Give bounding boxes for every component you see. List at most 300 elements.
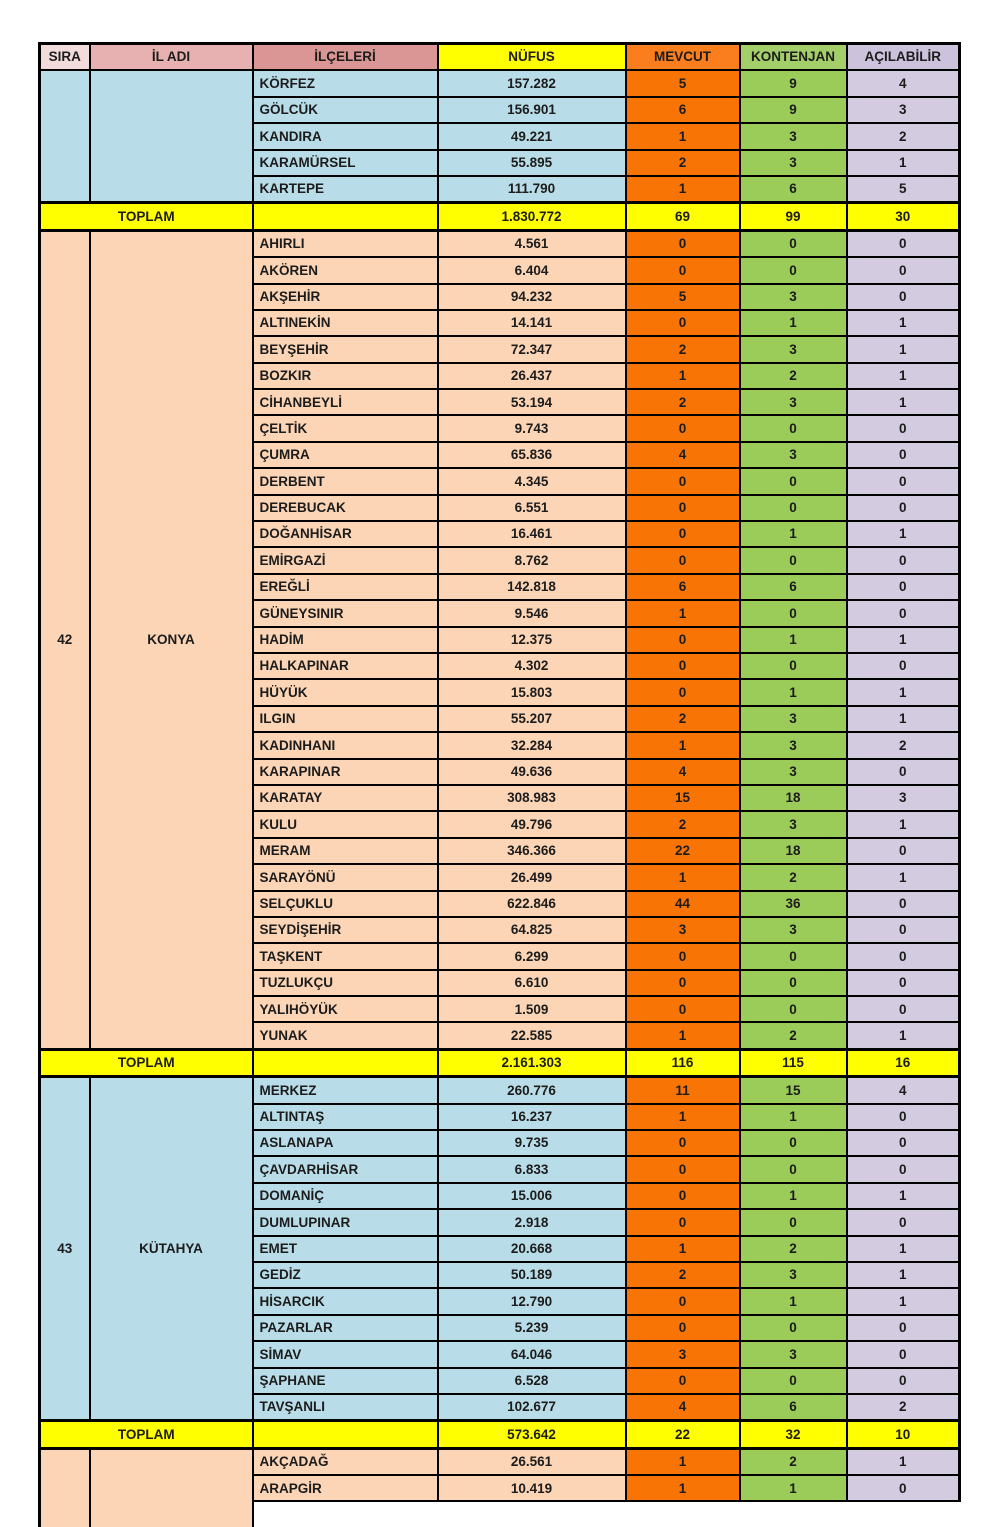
acilabilir-cell: 1	[847, 1022, 960, 1049]
mevcut-cell: 4	[626, 1394, 740, 1421]
mevcut-cell: 5	[626, 284, 740, 310]
district-cell: ÇELTİK	[253, 415, 438, 441]
district-cell: HÜYÜK	[253, 679, 438, 705]
nufus-cell: 6.299	[438, 943, 626, 969]
nufus-cell: 5.239	[438, 1315, 626, 1341]
nufus-cell: 622.846	[438, 891, 626, 917]
toplam-mevcut-cell: 69	[626, 203, 740, 230]
district-cell: CİHANBEYLİ	[253, 389, 438, 415]
nufus-cell: 55.207	[438, 706, 626, 732]
nufus-cell: 308.983	[438, 785, 626, 811]
nufus-cell: 49.636	[438, 759, 626, 785]
mevcut-cell: 0	[626, 1156, 740, 1182]
nufus-cell: 14.141	[438, 310, 626, 336]
district-cell: AKÖREN	[253, 257, 438, 283]
mevcut-cell: 2	[626, 389, 740, 415]
district-cell: AKŞEHİR	[253, 284, 438, 310]
acilabilir-cell: 0	[847, 996, 960, 1022]
kontenjan-cell: 9	[740, 97, 847, 123]
kontenjan-cell: 1	[740, 627, 847, 653]
acilabilir-cell: 1	[847, 864, 960, 890]
acilabilir-cell: 0	[847, 495, 960, 521]
header-acilabilir: AÇILABİLİR	[847, 44, 960, 71]
kontenjan-cell: 1	[740, 521, 847, 547]
mevcut-cell: 4	[626, 759, 740, 785]
cut-ghost-cell	[847, 1501, 960, 1526]
district-cell: SELÇUKLU	[253, 891, 438, 917]
nufus-cell: 8.762	[438, 547, 626, 573]
acilabilir-cell: 2	[847, 732, 960, 758]
mevcut-cell: 0	[626, 521, 740, 547]
kontenjan-cell: 2	[740, 1022, 847, 1049]
kontenjan-cell: 2	[740, 363, 847, 389]
mevcut-cell: 1	[626, 1104, 740, 1130]
nufus-cell: 9.735	[438, 1130, 626, 1156]
kontenjan-cell: 6	[740, 1394, 847, 1421]
table-row	[40, 230, 960, 257]
district-cell: DUMLUPINAR	[253, 1209, 438, 1235]
toplam-row	[40, 203, 960, 230]
district-cell: ÇUMRA	[253, 442, 438, 468]
kontenjan-cell: 3	[740, 759, 847, 785]
nufus-cell: 16.237	[438, 1104, 626, 1130]
kontenjan-cell: 15	[740, 1077, 847, 1104]
acilabilir-cell: 0	[847, 574, 960, 600]
kontenjan-cell: 0	[740, 1368, 847, 1394]
mevcut-cell: 1	[626, 864, 740, 890]
sira-cell: 42	[40, 230, 90, 1049]
kontenjan-cell: 2	[740, 1236, 847, 1262]
district-cell: KARAPINAR	[253, 759, 438, 785]
nufus-cell: 94.232	[438, 284, 626, 310]
mevcut-cell: 0	[626, 653, 740, 679]
quota-table-sheet	[38, 42, 961, 1527]
nufus-cell: 9.546	[438, 600, 626, 626]
nufus-cell: 2.918	[438, 1209, 626, 1235]
kontenjan-cell: 0	[740, 257, 847, 283]
acilabilir-cell: 0	[847, 1130, 960, 1156]
nufus-cell: 20.668	[438, 1236, 626, 1262]
header-sira: SIRA	[40, 44, 90, 71]
kontenjan-cell: 0	[740, 996, 847, 1022]
mevcut-cell: 0	[626, 468, 740, 494]
nufus-cell: 346.366	[438, 838, 626, 864]
district-cell: TAŞKENT	[253, 943, 438, 969]
district-cell: KANDIRA	[253, 123, 438, 149]
toplam-row	[40, 1049, 960, 1076]
kontenjan-cell: 3	[740, 917, 847, 943]
acilabilir-cell: 0	[847, 257, 960, 283]
kontenjan-cell: 3	[740, 706, 847, 732]
kontenjan-cell: 0	[740, 415, 847, 441]
district-cell: ŞAPHANE	[253, 1368, 438, 1394]
nufus-cell: 55.895	[438, 150, 626, 176]
il-adi-cell: KÜTAHYA	[90, 1077, 253, 1421]
district-cell: SEYDİŞEHİR	[253, 917, 438, 943]
kontenjan-cell: 1	[740, 1104, 847, 1130]
kontenjan-cell: 0	[740, 1130, 847, 1156]
nufus-cell: 111.790	[438, 176, 626, 203]
acilabilir-cell: 0	[847, 1475, 960, 1501]
nufus-cell: 49.221	[438, 123, 626, 149]
district-cell: KARAMÜRSEL	[253, 150, 438, 176]
nufus-cell: 26.437	[438, 363, 626, 389]
toplam-nufus-cell: 1.830.772	[438, 203, 626, 230]
kontenjan-cell: 0	[740, 495, 847, 521]
kontenjan-cell: 3	[740, 1341, 847, 1367]
mevcut-cell: 1	[626, 176, 740, 203]
toplam-acilabilir-cell: 30	[847, 203, 960, 230]
mevcut-cell: 0	[626, 1130, 740, 1156]
mevcut-cell: 0	[626, 970, 740, 996]
district-cell: AHIRLI	[253, 230, 438, 257]
kontenjan-cell: 0	[740, 943, 847, 969]
district-cell: DOMANİÇ	[253, 1183, 438, 1209]
mevcut-cell: 15	[626, 785, 740, 811]
nufus-cell: 6.404	[438, 257, 626, 283]
cut-ghost-cell	[438, 1501, 626, 1526]
nufus-cell: 6.833	[438, 1156, 626, 1182]
header-mevcut: MEVCUT	[626, 44, 740, 71]
toplam-ilce-cell	[253, 1421, 438, 1448]
cut-ghost-cell	[740, 1501, 847, 1526]
acilabilir-cell: 1	[847, 1262, 960, 1288]
district-cell: BEYŞEHİR	[253, 336, 438, 362]
toplam-nufus-cell: 573.642	[438, 1421, 626, 1448]
nufus-cell: 142.818	[438, 574, 626, 600]
district-cell: TUZLUKÇU	[253, 970, 438, 996]
nufus-cell: 156.901	[438, 97, 626, 123]
kontenjan-cell: 0	[740, 600, 847, 626]
district-cell: DERBENT	[253, 468, 438, 494]
toplam-acilabilir-cell: 10	[847, 1421, 960, 1448]
acilabilir-cell: 0	[847, 1156, 960, 1182]
district-cell: MERAM	[253, 838, 438, 864]
nufus-cell: 10.419	[438, 1475, 626, 1501]
district-cell: ARAPGİR	[253, 1475, 438, 1501]
toplam-kontenjan-cell: 115	[740, 1049, 847, 1076]
district-cell: ASLANAPA	[253, 1130, 438, 1156]
district-cell: KARATAY	[253, 785, 438, 811]
acilabilir-cell: 1	[847, 336, 960, 362]
acilabilir-cell: 0	[847, 1209, 960, 1235]
nufus-cell: 6.528	[438, 1368, 626, 1394]
nufus-cell: 15.803	[438, 679, 626, 705]
kontenjan-cell: 18	[740, 785, 847, 811]
district-cell: HİSARCIK	[253, 1288, 438, 1314]
mevcut-cell: 0	[626, 1315, 740, 1341]
kontenjan-cell: 2	[740, 864, 847, 890]
mevcut-cell: 2	[626, 1262, 740, 1288]
acilabilir-cell: 0	[847, 917, 960, 943]
kontenjan-cell: 3	[740, 1262, 847, 1288]
mevcut-cell: 1	[626, 1236, 740, 1262]
sira-cell	[40, 70, 90, 202]
acilabilir-cell: 1	[847, 679, 960, 705]
kontenjan-cell: 0	[740, 1315, 847, 1341]
district-cell: SİMAV	[253, 1341, 438, 1367]
acilabilir-cell: 0	[847, 1315, 960, 1341]
acilabilir-cell: 4	[847, 70, 960, 96]
mevcut-cell: 6	[626, 97, 740, 123]
kontenjan-cell: 1	[740, 1475, 847, 1501]
mevcut-cell: 11	[626, 1077, 740, 1104]
kontenjan-cell: 0	[740, 468, 847, 494]
district-quota-table	[38, 42, 961, 1527]
acilabilir-cell: 1	[847, 363, 960, 389]
mevcut-cell: 0	[626, 1288, 740, 1314]
mevcut-cell: 1	[626, 732, 740, 758]
cut-ghost-cell	[253, 1501, 438, 1526]
district-cell: YUNAK	[253, 1022, 438, 1049]
district-cell: KADINHANI	[253, 732, 438, 758]
toplam-mevcut-cell: 116	[626, 1049, 740, 1076]
mevcut-cell: 0	[626, 257, 740, 283]
nufus-cell: 65.836	[438, 442, 626, 468]
kontenjan-cell: 3	[740, 389, 847, 415]
district-cell: SARAYÖNÜ	[253, 864, 438, 890]
mevcut-cell: 0	[626, 230, 740, 257]
district-cell: AKÇADAĞ	[253, 1448, 438, 1475]
mevcut-cell: 3	[626, 1341, 740, 1367]
acilabilir-cell: 1	[847, 150, 960, 176]
mevcut-cell: 4	[626, 442, 740, 468]
nufus-cell: 26.499	[438, 864, 626, 890]
acilabilir-cell: 2	[847, 123, 960, 149]
mevcut-cell: 1	[626, 1448, 740, 1475]
mevcut-cell: 2	[626, 336, 740, 362]
kontenjan-cell: 0	[740, 1156, 847, 1182]
district-cell: ALTINEKİN	[253, 310, 438, 336]
acilabilir-cell: 0	[847, 891, 960, 917]
kontenjan-cell: 0	[740, 653, 847, 679]
acilabilir-cell: 0	[847, 970, 960, 996]
table-row	[40, 70, 960, 96]
table-row	[40, 1077, 960, 1104]
nufus-cell: 22.585	[438, 1022, 626, 1049]
nufus-cell: 260.776	[438, 1077, 626, 1104]
mevcut-cell: 0	[626, 943, 740, 969]
district-cell: EMET	[253, 1236, 438, 1262]
toplam-ilce-cell	[253, 1049, 438, 1076]
kontenjan-cell: 0	[740, 547, 847, 573]
il-adi-cell	[90, 1448, 253, 1527]
nufus-cell: 50.189	[438, 1262, 626, 1288]
district-cell: ALTINTAŞ	[253, 1104, 438, 1130]
mevcut-cell: 0	[626, 1209, 740, 1235]
acilabilir-cell: 0	[847, 943, 960, 969]
acilabilir-cell: 0	[847, 284, 960, 310]
cut-ghost-cell	[626, 1501, 740, 1526]
district-cell: YALIHÖYÜK	[253, 996, 438, 1022]
nufus-cell: 102.677	[438, 1394, 626, 1421]
toplam-acilabilir-cell: 16	[847, 1049, 960, 1076]
kontenjan-cell: 3	[740, 150, 847, 176]
kontenjan-cell: 3	[740, 284, 847, 310]
il-adi-cell	[90, 70, 253, 202]
mevcut-cell: 0	[626, 310, 740, 336]
nufus-cell: 49.796	[438, 811, 626, 837]
sira-cell: 43	[40, 1077, 90, 1421]
mevcut-cell: 0	[626, 495, 740, 521]
district-cell: EREĞLİ	[253, 574, 438, 600]
mevcut-cell: 1	[626, 1475, 740, 1501]
district-cell: DEREBUCAK	[253, 495, 438, 521]
nufus-cell: 12.790	[438, 1288, 626, 1314]
kontenjan-cell: 1	[740, 1288, 847, 1314]
acilabilir-cell: 0	[847, 759, 960, 785]
toplam-label-cell: TOPLAM	[40, 1421, 253, 1448]
mevcut-cell: 2	[626, 811, 740, 837]
toplam-label-cell: TOPLAM	[40, 1049, 253, 1076]
acilabilir-cell: 0	[847, 1104, 960, 1130]
mevcut-cell: 1	[626, 1022, 740, 1049]
district-cell: MERKEZ	[253, 1077, 438, 1104]
mevcut-cell: 1	[626, 363, 740, 389]
table-body	[40, 70, 960, 1526]
district-cell: GÜNEYSINIR	[253, 600, 438, 626]
kontenjan-cell: 2	[740, 1448, 847, 1475]
mevcut-cell: 0	[626, 996, 740, 1022]
mevcut-cell: 2	[626, 706, 740, 732]
mevcut-cell: 5	[626, 70, 740, 96]
district-cell: PAZARLAR	[253, 1315, 438, 1341]
toplam-nufus-cell: 2.161.303	[438, 1049, 626, 1076]
kontenjan-cell: 0	[740, 970, 847, 996]
acilabilir-cell: 1	[847, 1183, 960, 1209]
kontenjan-cell: 1	[740, 310, 847, 336]
acilabilir-cell: 2	[847, 1394, 960, 1421]
district-cell: HADİM	[253, 627, 438, 653]
nufus-cell: 4.561	[438, 230, 626, 257]
header-nufus: NÜFUS	[438, 44, 626, 71]
table-header	[40, 44, 960, 71]
acilabilir-cell: 1	[847, 1236, 960, 1262]
acilabilir-cell: 1	[847, 521, 960, 547]
acilabilir-cell: 1	[847, 1448, 960, 1475]
district-cell: HALKAPINAR	[253, 653, 438, 679]
kontenjan-cell: 6	[740, 574, 847, 600]
header-ilce: İLÇELERİ	[253, 44, 438, 71]
district-cell: ÇAVDARHİSAR	[253, 1156, 438, 1182]
acilabilir-cell: 4	[847, 1077, 960, 1104]
nufus-cell: 6.610	[438, 970, 626, 996]
nufus-cell: 15.006	[438, 1183, 626, 1209]
district-cell: ILGIN	[253, 706, 438, 732]
acilabilir-cell: 0	[847, 442, 960, 468]
district-cell: KÖRFEZ	[253, 70, 438, 96]
acilabilir-cell: 0	[847, 1341, 960, 1367]
nufus-cell: 53.194	[438, 389, 626, 415]
mevcut-cell: 0	[626, 547, 740, 573]
district-cell: EMİRGAZİ	[253, 547, 438, 573]
kontenjan-cell: 18	[740, 838, 847, 864]
mevcut-cell: 44	[626, 891, 740, 917]
kontenjan-cell: 0	[740, 230, 847, 257]
acilabilir-cell: 0	[847, 838, 960, 864]
nufus-cell: 6.551	[438, 495, 626, 521]
toplam-kontenjan-cell: 99	[740, 203, 847, 230]
district-cell: DOĞANHİSAR	[253, 521, 438, 547]
mevcut-cell: 0	[626, 679, 740, 705]
district-cell: BOZKIR	[253, 363, 438, 389]
nufus-cell: 26.561	[438, 1448, 626, 1475]
toplam-label-cell: TOPLAM	[40, 203, 253, 230]
mevcut-cell: 0	[626, 415, 740, 441]
mevcut-cell: 1	[626, 123, 740, 149]
nufus-cell: 16.461	[438, 521, 626, 547]
acilabilir-cell: 1	[847, 627, 960, 653]
nufus-cell: 12.375	[438, 627, 626, 653]
acilabilir-cell: 0	[847, 547, 960, 573]
kontenjan-cell: 1	[740, 1183, 847, 1209]
kontenjan-cell: 3	[740, 442, 847, 468]
mevcut-cell: 22	[626, 838, 740, 864]
header-kontenjan: KONTENJAN	[740, 44, 847, 71]
district-cell: GÖLCÜK	[253, 97, 438, 123]
acilabilir-cell: 1	[847, 310, 960, 336]
nufus-cell: 64.046	[438, 1341, 626, 1367]
acilabilir-cell: 0	[847, 468, 960, 494]
mevcut-cell: 0	[626, 1368, 740, 1394]
acilabilir-cell: 1	[847, 1288, 960, 1314]
acilabilir-cell: 0	[847, 600, 960, 626]
acilabilir-cell: 5	[847, 176, 960, 203]
acilabilir-cell: 3	[847, 785, 960, 811]
acilabilir-cell: 0	[847, 415, 960, 441]
table-row	[40, 1448, 960, 1475]
kontenjan-cell: 3	[740, 123, 847, 149]
toplam-kontenjan-cell: 32	[740, 1421, 847, 1448]
kontenjan-cell: 1	[740, 679, 847, 705]
nufus-cell: 72.347	[438, 336, 626, 362]
header-il: İL ADI	[90, 44, 253, 71]
nufus-cell: 9.743	[438, 415, 626, 441]
kontenjan-cell: 9	[740, 70, 847, 96]
acilabilir-cell: 1	[847, 811, 960, 837]
nufus-cell: 157.282	[438, 70, 626, 96]
district-cell: TAVŞANLI	[253, 1394, 438, 1421]
acilabilir-cell: 1	[847, 389, 960, 415]
kontenjan-cell: 36	[740, 891, 847, 917]
mevcut-cell: 0	[626, 1183, 740, 1209]
kontenjan-cell: 3	[740, 811, 847, 837]
mevcut-cell: 3	[626, 917, 740, 943]
header-row	[40, 44, 960, 71]
acilabilir-cell: 1	[847, 706, 960, 732]
district-cell: GEDİZ	[253, 1262, 438, 1288]
mevcut-cell: 6	[626, 574, 740, 600]
il-adi-cell: KONYA	[90, 230, 253, 1049]
sira-cell	[40, 1448, 90, 1527]
acilabilir-cell: 0	[847, 653, 960, 679]
nufus-cell: 4.345	[438, 468, 626, 494]
toplam-mevcut-cell: 22	[626, 1421, 740, 1448]
kontenjan-cell: 0	[740, 1209, 847, 1235]
mevcut-cell: 2	[626, 150, 740, 176]
mevcut-cell: 0	[626, 627, 740, 653]
acilabilir-cell: 0	[847, 1368, 960, 1394]
nufus-cell: 1.509	[438, 996, 626, 1022]
nufus-cell: 64.825	[438, 917, 626, 943]
kontenjan-cell: 3	[740, 732, 847, 758]
kontenjan-cell: 6	[740, 176, 847, 203]
toplam-ilce-cell	[253, 203, 438, 230]
nufus-cell: 32.284	[438, 732, 626, 758]
district-cell: KULU	[253, 811, 438, 837]
toplam-row	[40, 1421, 960, 1448]
acilabilir-cell: 3	[847, 97, 960, 123]
